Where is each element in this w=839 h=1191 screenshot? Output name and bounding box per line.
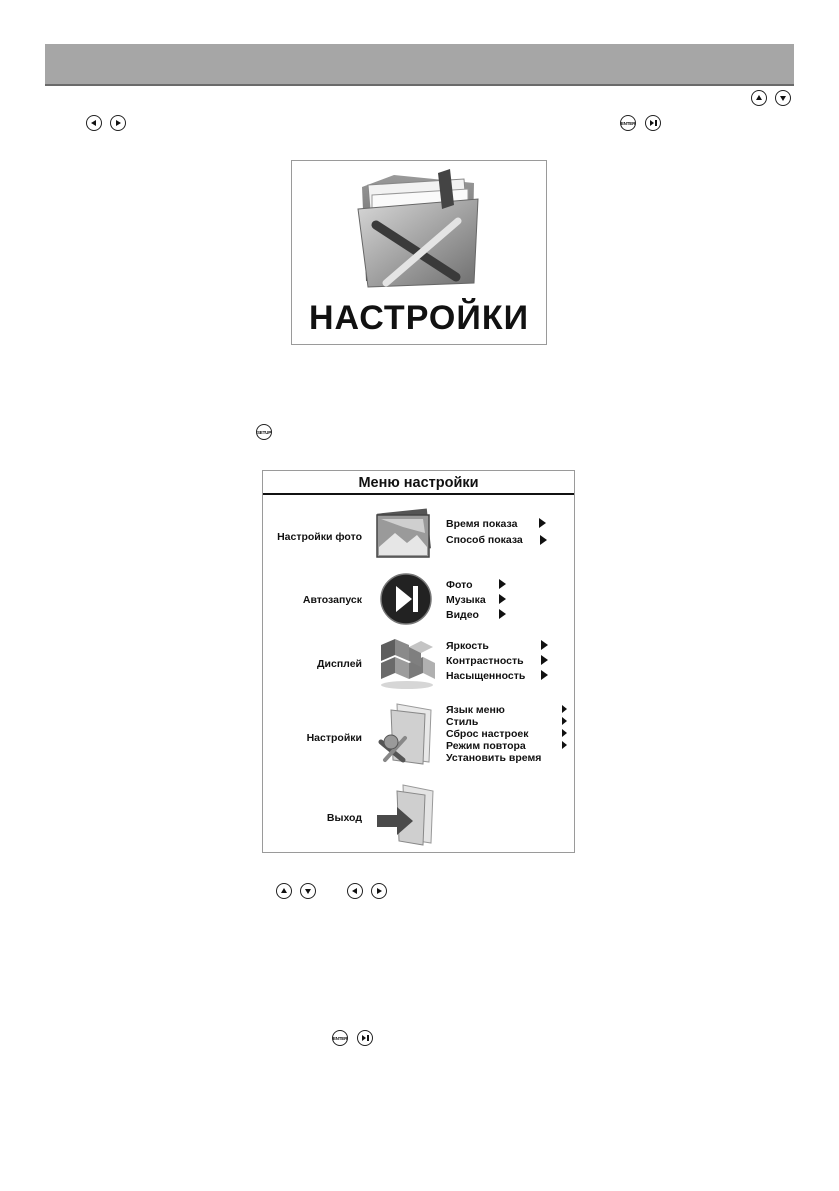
setup-button-label: SETUP	[257, 429, 272, 435]
display-cubes-icon	[377, 635, 437, 691]
menu-option-autoplay-video-arrow-icon	[499, 609, 506, 619]
exit-icon	[375, 781, 437, 847]
menu-option-style[interactable]: Стиль	[446, 716, 479, 728]
settings-card-title: НАСТРОЙКИ	[308, 299, 530, 337]
menu-category-autoplay[interactable]: Автозапуск	[302, 594, 362, 606]
enter-button-icon	[332, 1030, 348, 1046]
settings-menu-screen	[262, 470, 575, 853]
up-button-icon	[276, 883, 292, 899]
down-button-icon	[775, 90, 791, 106]
menu-option-autoplay-video[interactable]: Видео	[446, 609, 479, 621]
menu-option-reset-settings-arrow-icon	[562, 729, 567, 737]
autoplay-icon	[379, 572, 433, 626]
menu-category-display[interactable]: Дисплей	[317, 658, 362, 670]
menu-option-display-mode[interactable]: Способ показа	[446, 534, 523, 546]
down-button-icon	[300, 883, 316, 899]
menu-option-repeat-mode-arrow-icon	[562, 741, 567, 749]
menu-option-autoplay-photo[interactable]: Фото	[446, 579, 473, 591]
menu-option-saturation[interactable]: Насыщенность	[446, 670, 526, 682]
up-button-icon	[751, 90, 767, 106]
menu-option-saturation-arrow-icon	[541, 670, 548, 680]
play-pause-button-icon	[645, 115, 661, 131]
menu-category-exit[interactable]: Выход	[326, 812, 362, 824]
settings-card	[291, 160, 547, 345]
menu-option-style-arrow-icon	[562, 717, 567, 725]
menu-category-settings[interactable]: Настройки	[306, 732, 362, 744]
enter-button-label: ENTER	[332, 1035, 348, 1041]
menu-option-repeat-mode[interactable]: Режим повтора	[446, 740, 526, 752]
menu-option-menu-language[interactable]: Язык меню	[446, 704, 505, 716]
menu-category-photo-settings[interactable]: Настройки фото	[277, 531, 362, 543]
left-button-icon	[347, 883, 363, 899]
right-button-icon	[110, 115, 126, 131]
menu-option-display-time-arrow-icon	[539, 518, 546, 528]
section-header-bar	[45, 44, 794, 86]
menu-title-divider	[263, 493, 574, 495]
menu-option-menu-language-arrow-icon	[562, 705, 567, 713]
play-pause-button-icon	[357, 1030, 373, 1046]
menu-option-brightness-arrow-icon	[541, 640, 548, 650]
enter-button-icon	[620, 115, 636, 131]
menu-option-display-mode-arrow-icon	[540, 535, 547, 545]
right-button-icon	[371, 883, 387, 899]
settings-folder-tools-icon	[354, 165, 486, 297]
menu-option-autoplay-music-arrow-icon	[499, 594, 506, 604]
menu-option-contrast[interactable]: Контрастность	[446, 655, 524, 667]
menu-option-reset-settings[interactable]: Сброс настроек	[446, 728, 529, 740]
menu-option-contrast-arrow-icon	[541, 655, 548, 665]
enter-button-label: ENTER	[620, 120, 636, 126]
photo-icon	[373, 507, 435, 561]
menu-option-display-time[interactable]: Время показа	[446, 518, 518, 530]
menu-option-brightness[interactable]: Яркость	[446, 640, 489, 652]
menu-option-set-time[interactable]: Установить время	[446, 752, 542, 764]
menu-title: Меню настройки	[358, 475, 479, 491]
left-button-icon	[86, 115, 102, 131]
settings-folder-icon	[377, 702, 435, 766]
menu-option-autoplay-photo-arrow-icon	[499, 579, 506, 589]
menu-option-autoplay-music[interactable]: Музыка	[446, 594, 486, 606]
setup-button-icon	[256, 424, 272, 440]
